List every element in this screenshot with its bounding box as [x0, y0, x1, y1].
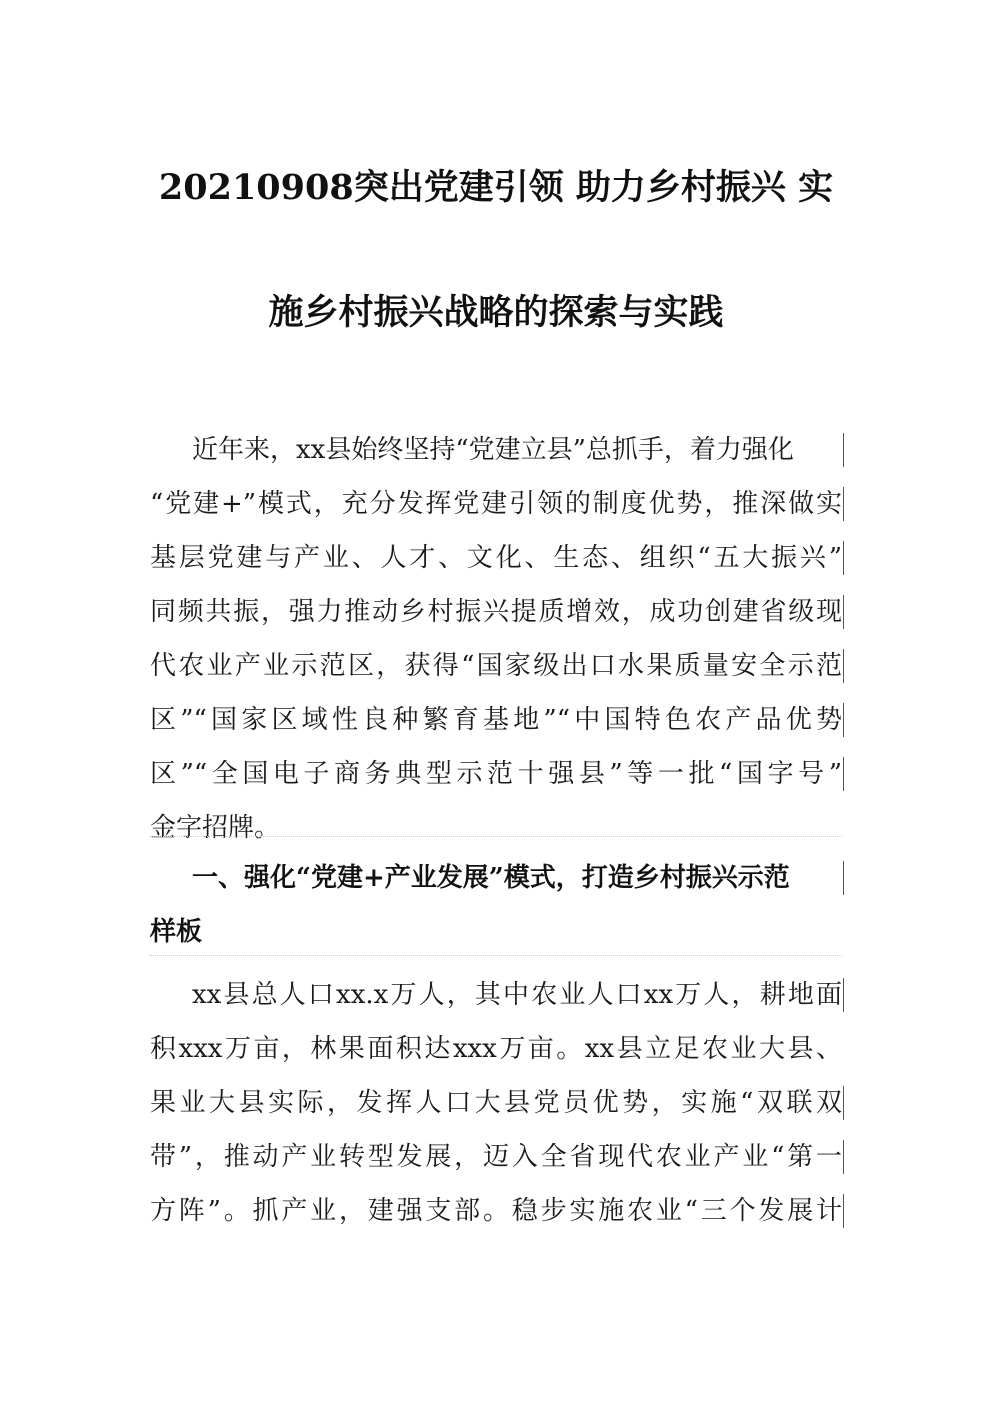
intro-line-6: 区”“国家区域性良种繁育基地”“中国特色农产品优势 [150, 705, 842, 735]
section-body-line-5: 方阵”。抓产业，建强支部。稳步实施农业“三个发展计 [150, 1196, 842, 1226]
intro-line-3: 基层党建与产业、人才、文化、生态、组织“五大振兴” [150, 543, 842, 573]
intro-paragraph [150, 428, 842, 843]
margin-mark [843, 861, 844, 895]
margin-mark [843, 595, 844, 629]
margin-mark [843, 757, 844, 791]
paragraph-boundary [150, 955, 842, 956]
intro-line-8: 金字招牌。 [150, 813, 281, 843]
section-body-paragraph [150, 973, 842, 1243]
margin-mark [843, 649, 844, 683]
margin-mark [843, 1194, 844, 1228]
section-body-line-4: 带”，推动产业转型发展，迈入全省现代农业产业“第一 [150, 1142, 842, 1172]
margin-mark [843, 541, 844, 575]
margin-mark [843, 703, 844, 737]
intro-line-5: 代农业产业示范区，获得“国家级出口水果质量安全示范 [150, 651, 842, 681]
document-title-line-1: 20210908突出党建引领 助力乡村振兴 实 [158, 167, 834, 208]
section-heading-line-1: 一、强化“党建+产业发展”模式，打造乡村振兴示范 [192, 863, 790, 893]
margin-mark [843, 1086, 844, 1120]
intro-line-2: “党建+”模式，充分发挥党建引领的制度优势，推深做实 [150, 489, 842, 519]
section-body-line-2: 积xxx万亩，林果面积达xxx万亩。xx县立足农业大县、 [150, 1034, 842, 1064]
intro-line-4: 同频共振，强力推动乡村振兴提质增效，成功创建省级现 [150, 597, 842, 627]
section-body-line-3: 果业大县实际，发挥人口大县党员优势，实施“双联双 [150, 1088, 842, 1118]
intro-line-1: 近年来，xx县始终坚持“党建立县”总抓手，着力强化 [192, 435, 794, 465]
margin-mark [843, 978, 844, 1012]
section-heading-line-2: 样板 [150, 917, 203, 947]
document-title-line-2: 施乡村振兴战略的探索与实践 [268, 292, 724, 333]
margin-mark [843, 487, 844, 521]
section-heading [150, 856, 842, 956]
intro-line-7: 区”“全国电子商务典型示范十强县”等一批“国字号” [150, 759, 842, 789]
margin-mark [843, 1140, 844, 1174]
section-body-line-1: xx县总人口xx.x万人，其中农业人口xx万人，耕地面 [192, 980, 842, 1010]
margin-mark [843, 433, 844, 467]
paragraph-boundary [150, 836, 842, 837]
